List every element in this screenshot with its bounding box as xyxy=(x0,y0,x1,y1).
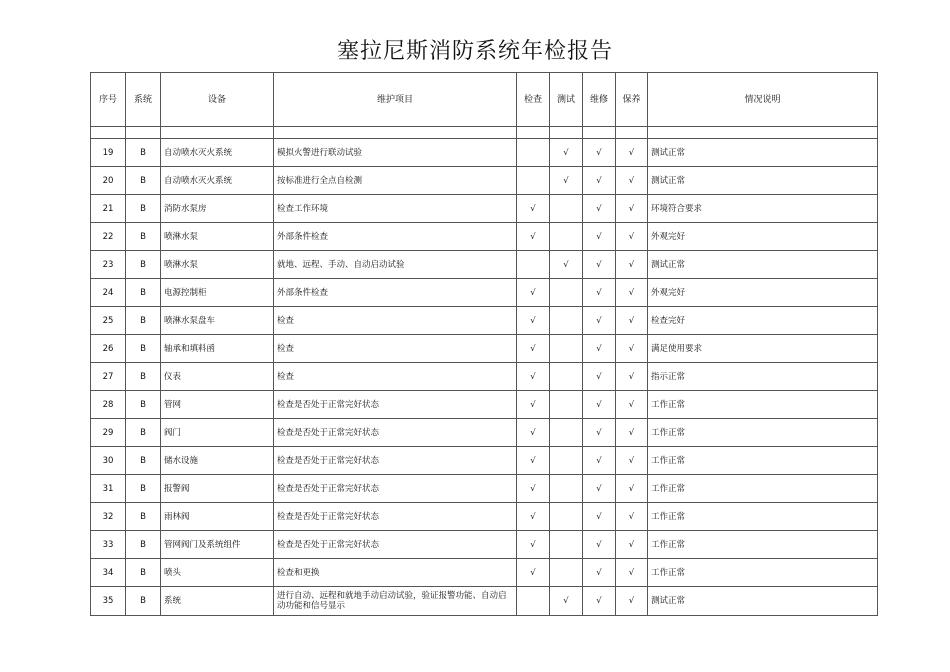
cell-seq: 23 xyxy=(91,251,126,279)
cell-test xyxy=(550,279,583,307)
cell-seq: 26 xyxy=(91,335,126,363)
cell-note: 工作正常 xyxy=(648,503,878,531)
cell-seq: 32 xyxy=(91,503,126,531)
cell-inspect: √ xyxy=(517,475,550,503)
cell-system: B xyxy=(126,251,161,279)
table-row xyxy=(91,139,878,167)
cell-note: 指示正常 xyxy=(648,363,878,391)
spacer-cell xyxy=(126,127,161,139)
cell-item: 检查 xyxy=(274,335,517,363)
cell-inspect: √ xyxy=(517,531,550,559)
cell-maintain: √ xyxy=(616,419,648,447)
cell-system: B xyxy=(126,167,161,195)
cell-item: 就地、远程、手动、自动启动试验 xyxy=(274,251,517,279)
cell-note: 工作正常 xyxy=(648,447,878,475)
cell-maintain: √ xyxy=(616,363,648,391)
cell-item: 检查工作环境 xyxy=(274,195,517,223)
spacer-cell xyxy=(583,127,616,139)
cell-inspect: √ xyxy=(517,419,550,447)
cell-equipment: 电源控制柜 xyxy=(161,279,274,307)
table-row xyxy=(91,279,878,307)
header-system: 系统 xyxy=(126,73,161,127)
cell-system: B xyxy=(126,223,161,251)
header-maintain: 保养 xyxy=(616,73,648,127)
cell-note: 环境符合要求 xyxy=(648,195,878,223)
cell-seq: 29 xyxy=(91,419,126,447)
cell-seq: 25 xyxy=(91,307,126,335)
header-spacer-row xyxy=(91,127,878,139)
table-row xyxy=(91,475,878,503)
table-header-row xyxy=(91,73,878,127)
cell-system: B xyxy=(126,503,161,531)
cell-test xyxy=(550,223,583,251)
cell-seq: 33 xyxy=(91,531,126,559)
cell-item: 检查 xyxy=(274,363,517,391)
cell-inspect: √ xyxy=(517,279,550,307)
cell-item: 按标准进行全点自检测 xyxy=(274,167,517,195)
cell-inspect: √ xyxy=(517,223,550,251)
cell-inspect: √ xyxy=(517,363,550,391)
cell-seq: 24 xyxy=(91,279,126,307)
cell-inspect: √ xyxy=(517,447,550,475)
table-row xyxy=(91,363,878,391)
cell-equipment: 喷头 xyxy=(161,559,274,587)
cell-equipment: 仪表 xyxy=(161,363,274,391)
report-title: 塞拉尼斯消防系统年检报告 xyxy=(336,39,613,64)
cell-system: B xyxy=(126,195,161,223)
cell-item: 检查 xyxy=(274,307,517,335)
cell-system: B xyxy=(126,419,161,447)
cell-repair: √ xyxy=(583,559,616,587)
cell-inspect xyxy=(517,587,550,616)
cell-equipment: 消防水泵房 xyxy=(161,195,274,223)
cell-maintain: √ xyxy=(616,447,648,475)
cell-system: B xyxy=(126,531,161,559)
cell-maintain: √ xyxy=(616,223,648,251)
cell-test xyxy=(550,419,583,447)
cell-system: B xyxy=(126,559,161,587)
cell-maintain: √ xyxy=(616,503,648,531)
cell-test xyxy=(550,391,583,419)
cell-repair: √ xyxy=(583,391,616,419)
table-row xyxy=(91,167,878,195)
cell-equipment: 系统 xyxy=(161,587,274,616)
cell-maintain: √ xyxy=(616,139,648,167)
header-item: 维护项目 xyxy=(274,73,517,127)
table-row xyxy=(91,531,878,559)
cell-test xyxy=(550,531,583,559)
cell-maintain: √ xyxy=(616,391,648,419)
cell-inspect xyxy=(517,167,550,195)
cell-equipment: 管网 xyxy=(161,391,274,419)
cell-maintain: √ xyxy=(616,559,648,587)
cell-seq: 27 xyxy=(91,363,126,391)
cell-equipment: 喷淋水泵 xyxy=(161,251,274,279)
cell-inspect xyxy=(517,139,550,167)
cell-system: B xyxy=(126,307,161,335)
cell-repair: √ xyxy=(583,587,616,616)
table-row xyxy=(91,335,878,363)
table-row xyxy=(91,587,878,616)
cell-item: 检查是否处于正常完好状态 xyxy=(274,391,517,419)
cell-maintain: √ xyxy=(616,475,648,503)
spacer-cell xyxy=(274,127,517,139)
cell-note: 工作正常 xyxy=(648,391,878,419)
header-inspect: 检查 xyxy=(517,73,550,127)
header-repair: 维修 xyxy=(583,73,616,127)
cell-repair: √ xyxy=(583,307,616,335)
table-row xyxy=(91,419,878,447)
cell-system: B xyxy=(126,391,161,419)
cell-maintain: √ xyxy=(616,195,648,223)
cell-note: 工作正常 xyxy=(648,475,878,503)
cell-system: B xyxy=(126,475,161,503)
cell-note: 工作正常 xyxy=(648,419,878,447)
cell-inspect: √ xyxy=(517,503,550,531)
cell-item: 检查是否处于正常完好状态 xyxy=(274,419,517,447)
table-row xyxy=(91,559,878,587)
cell-note: 工作正常 xyxy=(648,531,878,559)
cell-system: B xyxy=(126,335,161,363)
cell-equipment: 阀门 xyxy=(161,419,274,447)
cell-item: 检查是否处于正常完好状态 xyxy=(274,531,517,559)
table-row xyxy=(91,447,878,475)
cell-note: 测试正常 xyxy=(648,251,878,279)
cell-test xyxy=(550,335,583,363)
cell-note: 外观完好 xyxy=(648,223,878,251)
cell-inspect: √ xyxy=(517,335,550,363)
cell-seq: 22 xyxy=(91,223,126,251)
table-row xyxy=(91,307,878,335)
cell-test: √ xyxy=(550,587,583,616)
cell-repair: √ xyxy=(583,139,616,167)
cell-test xyxy=(550,503,583,531)
header-equipment: 设备 xyxy=(161,73,274,127)
cell-note: 测试正常 xyxy=(648,139,878,167)
cell-system: B xyxy=(126,279,161,307)
table-row xyxy=(91,503,878,531)
cell-item: 模拟火警进行联动试验 xyxy=(274,139,517,167)
cell-test: √ xyxy=(550,251,583,279)
spacer-cell xyxy=(517,127,550,139)
cell-system: B xyxy=(126,587,161,616)
spacer-cell xyxy=(550,127,583,139)
cell-item: 外部条件检查 xyxy=(274,223,517,251)
cell-equipment: 轴承和填料函 xyxy=(161,335,274,363)
cell-inspect: √ xyxy=(517,391,550,419)
spacer-cell xyxy=(616,127,648,139)
cell-inspect xyxy=(517,251,550,279)
cell-repair: √ xyxy=(583,223,616,251)
cell-equipment: 喷淋水泵盘车 xyxy=(161,307,274,335)
table-row xyxy=(91,223,878,251)
cell-repair: √ xyxy=(583,447,616,475)
cell-note: 检查完好 xyxy=(648,307,878,335)
cell-seq: 20 xyxy=(91,167,126,195)
cell-equipment: 储水设施 xyxy=(161,447,274,475)
header-test: 测试 xyxy=(550,73,583,127)
cell-maintain: √ xyxy=(616,531,648,559)
cell-inspect: √ xyxy=(517,559,550,587)
cell-note: 测试正常 xyxy=(648,167,878,195)
cell-equipment: 雨林阀 xyxy=(161,503,274,531)
cell-item: 进行自动、远程和就地手动启动试验，验证报警功能、自动启动功能和信号显示 xyxy=(274,587,517,616)
cell-item: 检查是否处于正常完好状态 xyxy=(274,503,517,531)
cell-note: 外观完好 xyxy=(648,279,878,307)
cell-maintain: √ xyxy=(616,251,648,279)
cell-test xyxy=(550,447,583,475)
cell-seq: 34 xyxy=(91,559,126,587)
cell-maintain: √ xyxy=(616,587,648,616)
cell-repair: √ xyxy=(583,475,616,503)
cell-seq: 19 xyxy=(91,139,126,167)
cell-test: √ xyxy=(550,139,583,167)
cell-repair: √ xyxy=(583,167,616,195)
cell-note: 满足使用要求 xyxy=(648,335,878,363)
cell-seq: 35 xyxy=(91,587,126,616)
cell-system: B xyxy=(126,139,161,167)
cell-repair: √ xyxy=(583,419,616,447)
cell-inspect: √ xyxy=(517,195,550,223)
cell-repair: √ xyxy=(583,503,616,531)
cell-test xyxy=(550,307,583,335)
cell-repair: √ xyxy=(583,531,616,559)
table-row xyxy=(91,195,878,223)
cell-seq: 30 xyxy=(91,447,126,475)
cell-maintain: √ xyxy=(616,279,648,307)
table-row xyxy=(91,251,878,279)
cell-maintain: √ xyxy=(616,167,648,195)
cell-maintain: √ xyxy=(616,335,648,363)
cell-repair: √ xyxy=(583,251,616,279)
cell-equipment: 管网阀门及系统组件 xyxy=(161,531,274,559)
cell-item: 检查是否处于正常完好状态 xyxy=(274,475,517,503)
cell-equipment: 自动喷水灭火系统 xyxy=(161,167,274,195)
cell-maintain: √ xyxy=(616,307,648,335)
cell-repair: √ xyxy=(583,195,616,223)
cell-test xyxy=(550,475,583,503)
header-seq: 序号 xyxy=(91,73,126,127)
cell-system: B xyxy=(126,363,161,391)
cell-test xyxy=(550,195,583,223)
cell-repair: √ xyxy=(583,363,616,391)
cell-system: B xyxy=(126,447,161,475)
header-note: 情况说明 xyxy=(648,73,878,127)
cell-seq: 21 xyxy=(91,195,126,223)
cell-equipment: 喷淋水泵 xyxy=(161,223,274,251)
cell-repair: √ xyxy=(583,279,616,307)
maintenance-table xyxy=(90,72,878,616)
spacer-cell xyxy=(161,127,274,139)
cell-equipment: 自动喷水灭火系统 xyxy=(161,139,274,167)
cell-test xyxy=(550,363,583,391)
table-row xyxy=(91,391,878,419)
cell-item: 检查和更换 xyxy=(274,559,517,587)
cell-note: 测试正常 xyxy=(648,587,878,616)
spacer-cell xyxy=(648,127,878,139)
cell-seq: 31 xyxy=(91,475,126,503)
cell-note: 工作正常 xyxy=(648,559,878,587)
spacer-cell xyxy=(91,127,126,139)
cell-repair: √ xyxy=(583,335,616,363)
cell-seq: 28 xyxy=(91,391,126,419)
cell-equipment: 报警阀 xyxy=(161,475,274,503)
cell-inspect: √ xyxy=(517,307,550,335)
cell-test xyxy=(550,559,583,587)
cell-test: √ xyxy=(550,167,583,195)
cell-item: 外部条件检查 xyxy=(274,279,517,307)
cell-item: 检查是否处于正常完好状态 xyxy=(274,447,517,475)
